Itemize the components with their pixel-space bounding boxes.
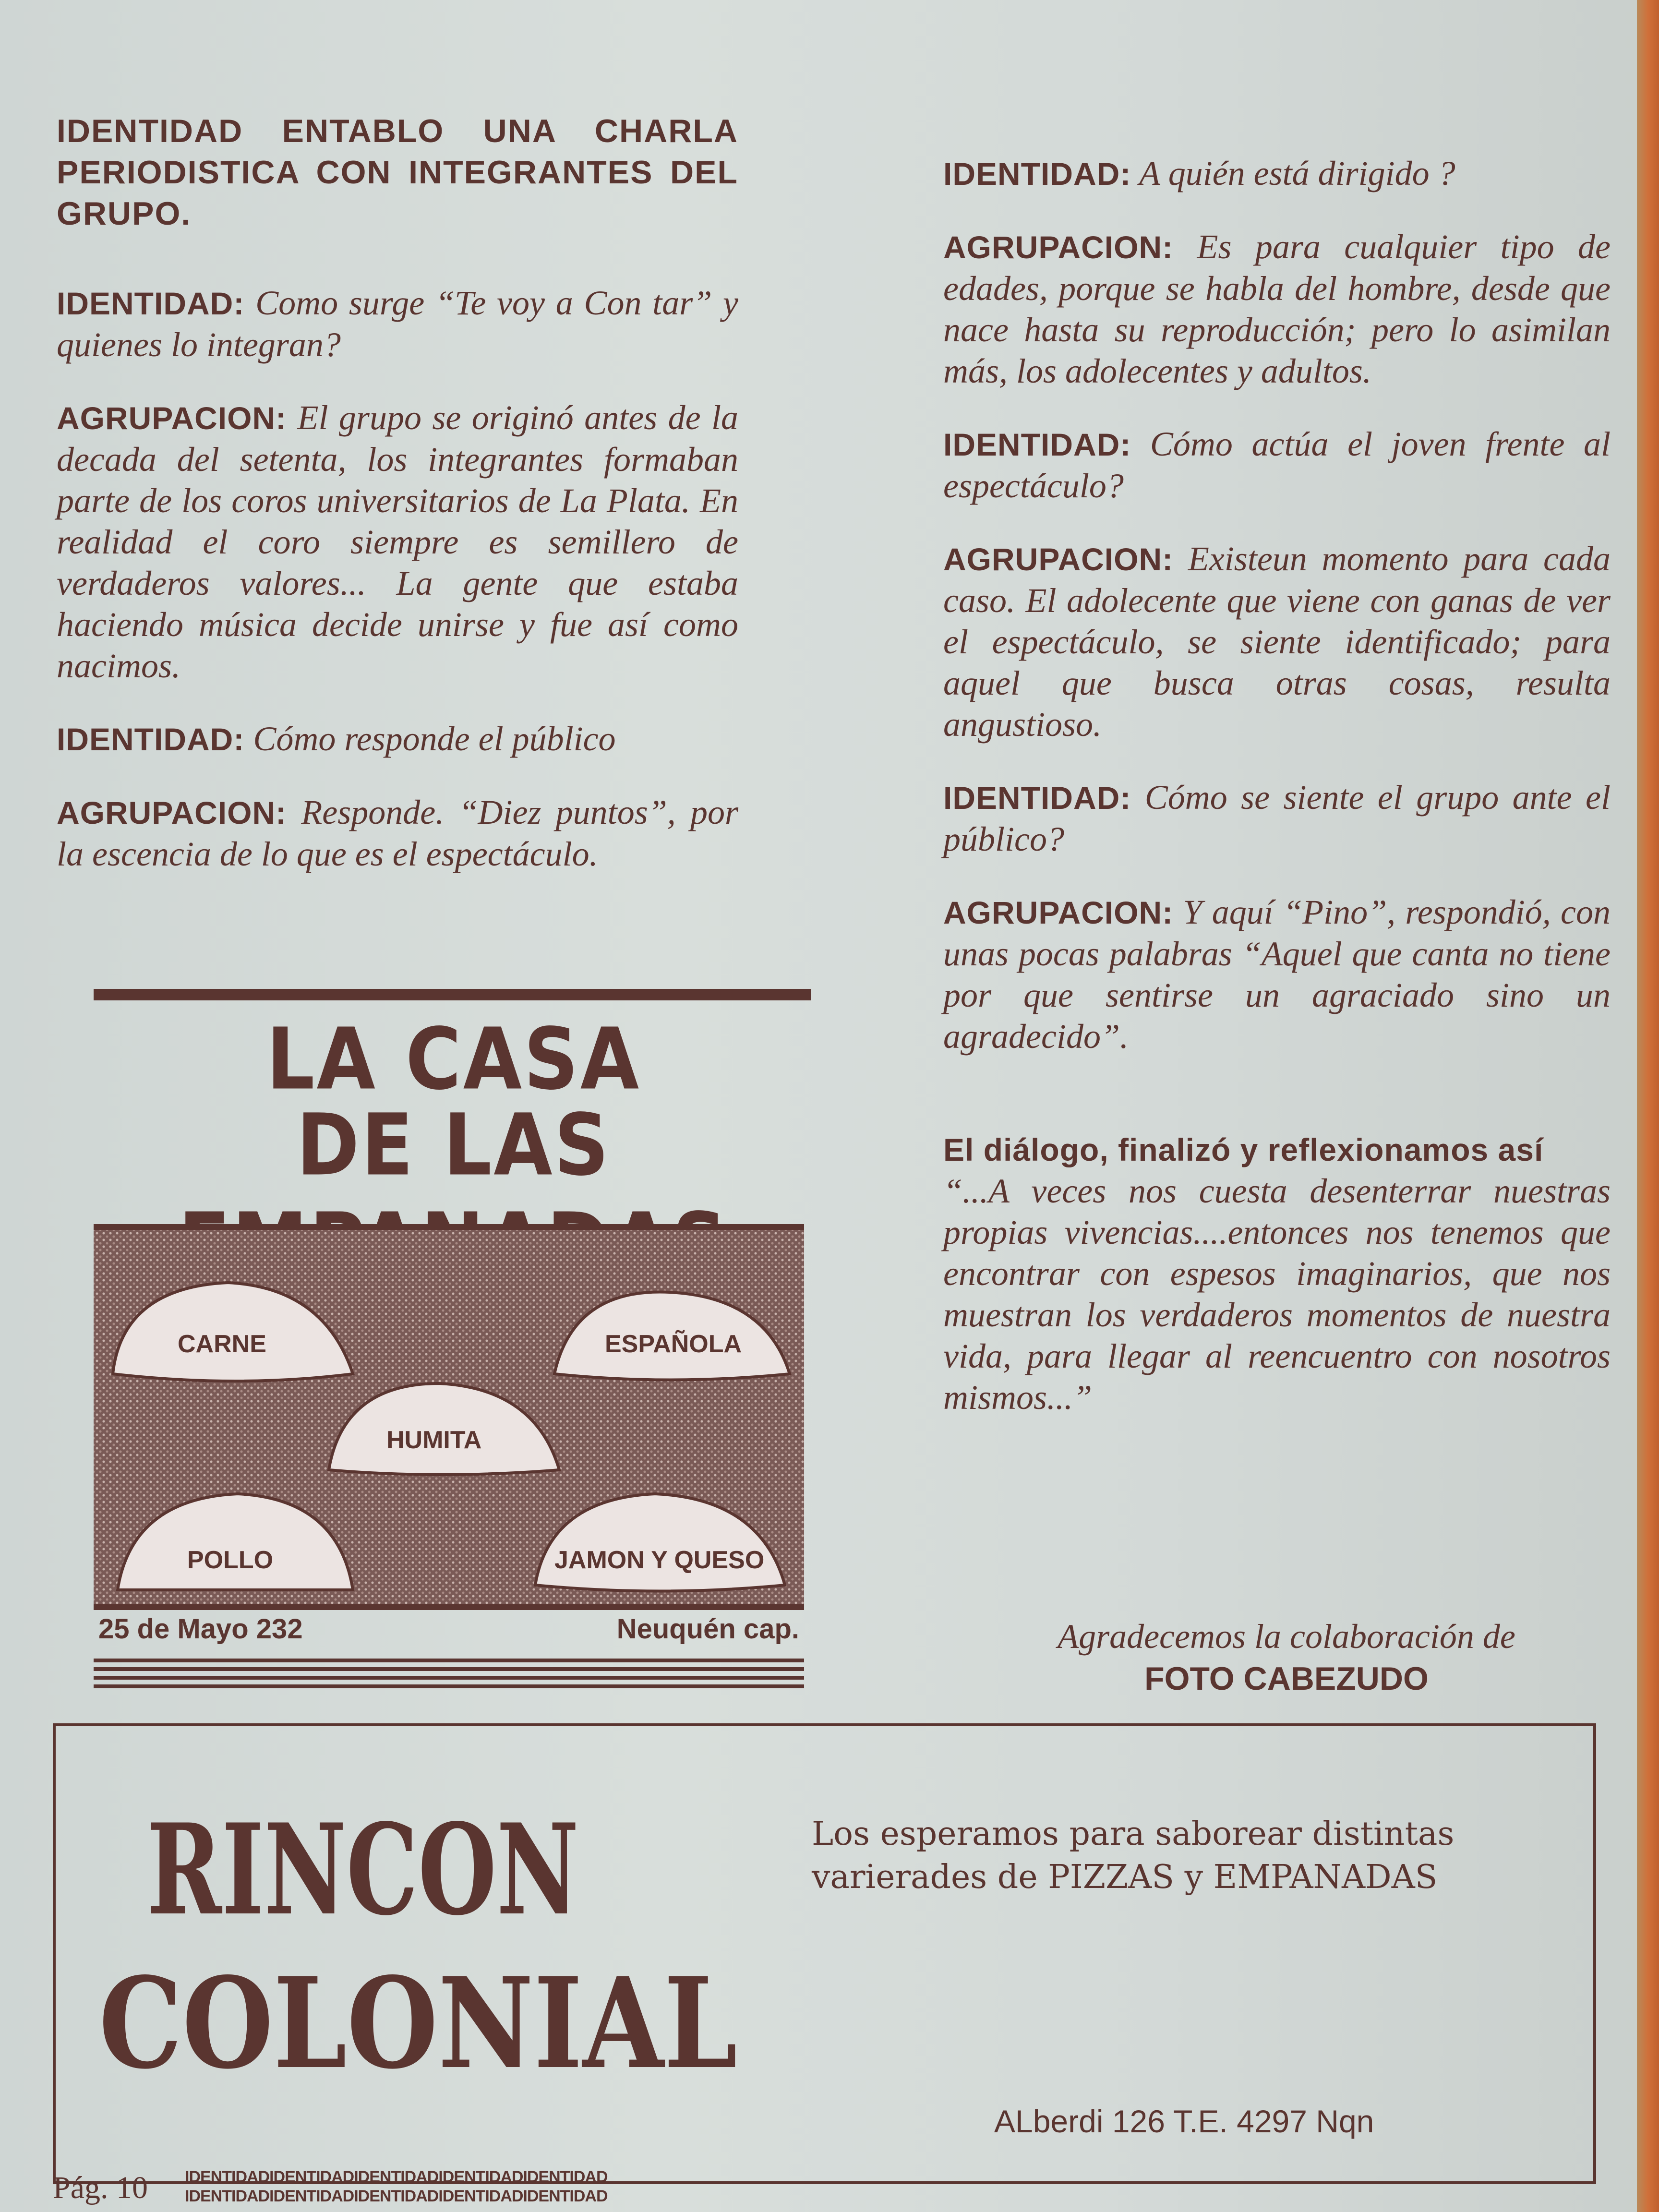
empanadas-advertisement [94, 989, 814, 1704]
speaker-label: IDENTIDAD: [943, 427, 1131, 462]
rincon-ad-copy [812, 1813, 1556, 1899]
credits-studio: FOTO CABEZUDO [1144, 1660, 1429, 1697]
flavor-label-jamon-queso: JAMON Y QUESO [554, 1546, 765, 1574]
rincon-colonial-logo [99, 1798, 761, 2105]
qa-text: El grupo se originó antes de la decada del setenta, los integrantes formaban parte de los coros universitarios de La Plata. En realidad el coro siempre es semillero de verdaderos valores... La gente que estaba haciendo música decide unirse y fue así como nacimos. [57, 398, 738, 685]
qa-paragraph [943, 891, 1611, 1057]
logo-line1: RINCON [147, 1797, 579, 1943]
intro-paragraph: IDENTIDAD ENTABLO UNA CHARLA PERIODISTICA CON INTEGRANTES DEL GRUPO. [57, 113, 738, 232]
rincon-colonial-advertisement [53, 1723, 1596, 2184]
speaker-label: IDENTIDAD: [57, 286, 245, 321]
empanadas-illustration [94, 1224, 804, 1610]
speaker-label: IDENTIDAD: [57, 721, 245, 757]
qa-paragraph [943, 777, 1611, 860]
qa-text: Es para cualquier tipo de edades, porque se habla del hombre, desde que nace hasta su reproducción; pero lo asimilan más, los adolecentes y adultos. [943, 228, 1611, 390]
speaker-label: AGRUPACION: [57, 400, 287, 436]
closing-quote: “...A veces nos cuesta desenterrar nuestras propias vivencias....entonces nos tenemos que encontrar con espesos imaginarios, que nos muestran los verdaderos momentos de nuestra vida, para llegar al reencuentro con nosotros mismos...” [943, 1172, 1611, 1417]
qa-paragraph [57, 397, 738, 686]
ad-bottom-rules [94, 1659, 804, 1692]
qa-text: Cómo se siente el grupo ante el público? [943, 778, 1611, 858]
speaker-label: AGRUPACION: [943, 541, 1174, 577]
empanadas-drawing [94, 1230, 804, 1593]
rincon-ad-copy-line1: Los esperamos para saborear distintas [812, 1815, 1455, 1853]
qa-paragraph [57, 792, 738, 875]
logo-line2: COLONIAL [99, 1950, 737, 2097]
ad-title-line1: LA CASA [266, 1010, 641, 1109]
credits [989, 1615, 1584, 1700]
closing-heading: El diálogo, finalizó y reflexionamos así [943, 1132, 1544, 1167]
speaker-label: AGRUPACION: [943, 895, 1174, 930]
right-column [943, 153, 1611, 1450]
qa-paragraph [943, 226, 1611, 392]
qa-text: Como surge “Te voy a Con tar” y quienes lo integran? [57, 284, 738, 364]
qa-paragraph [943, 423, 1611, 506]
flavor-label-carne: CARNE [178, 1330, 266, 1358]
empanada-pollo-shape [118, 1494, 353, 1590]
credits-line: Agradecemos la colaboración de [1058, 1617, 1515, 1656]
qa-text: Responde. “Diez puntos”, por la escencia de lo que es el espectáculo. [57, 793, 738, 873]
flavor-label-espanola: ESPAÑOLA [605, 1330, 742, 1358]
qa-paragraph [57, 282, 738, 365]
ad-title-line2: DE LAS [296, 1095, 611, 1195]
closing-paragraph [943, 1129, 1611, 1418]
qa-paragraph [943, 153, 1611, 194]
footer-masthead-strip [185, 2167, 646, 2212]
footer-strip-line2: IDENTIDADIDENTIDADIDENTIDADIDENTIDADIDENTIDAD [185, 2187, 608, 2205]
empanada-jamon-queso-shape [535, 1494, 785, 1591]
qa-text: Cómo actúa el joven frente al espectáculo? [943, 425, 1611, 505]
speaker-label: IDENTIDAD: [943, 156, 1131, 192]
qa-text: Y aquí “Pino”, respondió, con unas pocas palabras “Aquel que canta no tiene por que sentirse un agraciado sino un agradecido”. [943, 893, 1611, 1056]
footer-strip-line1: IDENTIDADIDENTIDADIDENTIDADIDENTIDADIDENTIDAD [185, 2168, 608, 2186]
speaker-label: AGRUPACION: [943, 229, 1174, 265]
speaker-label: AGRUPACION: [57, 795, 287, 830]
flavor-label-pollo: POLLO [187, 1546, 274, 1574]
adjacent-page-edge [1637, 0, 1659, 2212]
page-number: Pág. 10 [53, 2170, 148, 2205]
qa-paragraph [943, 538, 1611, 745]
flavor-label-humita: HUMITA [386, 1426, 482, 1454]
speaker-label: IDENTIDAD: [943, 780, 1131, 816]
qa-text: Existeun momento para cada caso. El adolecente que viene con ganas de ver el espectáculo, se siente identificado; para aquel que busca otras cosas, resulta angustioso. [943, 540, 1611, 744]
rincon-ad-address: ALberdi 126 T.E. 4297 Nqn [994, 2104, 1374, 2139]
rincon-ad-copy-line2: varierades de PIZZAS y EMPANADAS [812, 1858, 1438, 1896]
left-column [57, 110, 738, 906]
qa-paragraph [57, 718, 738, 760]
qa-text: Cómo responde el público [253, 720, 616, 758]
qa-text: A quién está dirigido ? [1139, 154, 1455, 192]
ad-city: Neuquén cap. [616, 1613, 799, 1645]
ad-top-rule [94, 989, 811, 1000]
ad-address: 25 de Mayo 232 [98, 1613, 303, 1645]
